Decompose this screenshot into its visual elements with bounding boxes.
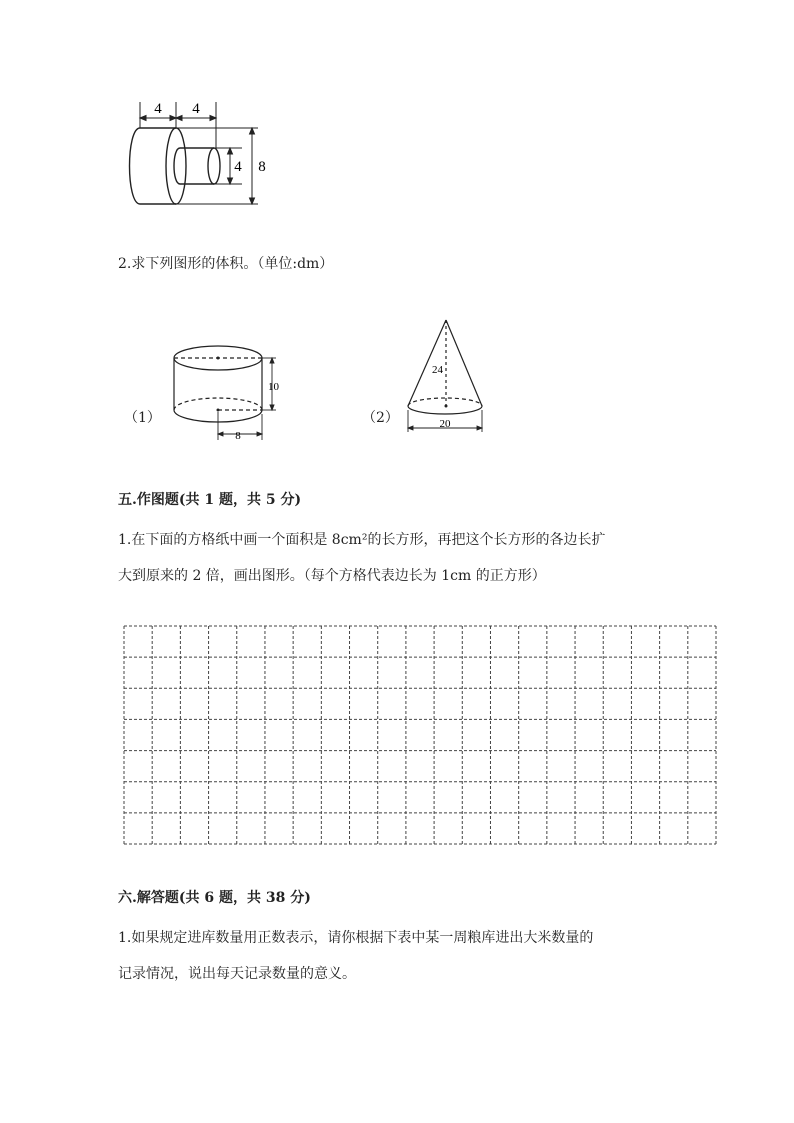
big-cylinder-front-face <box>166 128 186 204</box>
cone-base-back-arc <box>408 398 482 406</box>
section-5-heading: 五.作图题(共 1 题，共 5 分) <box>118 492 302 508</box>
cone-figure <box>402 316 488 436</box>
cylinder-radius-label: 8 <box>235 430 241 442</box>
dim-label-right: 4 <box>192 101 200 117</box>
question-2-text: 2.求下列图形的体积。（单位:dm） <box>118 256 334 272</box>
small-cylinder-front-face <box>208 148 220 184</box>
section-6-q1-line2: 记录情况，说出每天记录数量的意义。 <box>118 966 356 982</box>
section-6-q1-line1: 1.如果规定进库数量用正数表示，请你根据下表中某一周粮库进出大米数量的 <box>118 930 594 946</box>
section-6-heading: 六.解答题(共 6 题，共 38 分) <box>118 890 311 906</box>
section-5-q1-line2: 大到原来的 2 倍，画出图形。（每个方格代表边长为 1cm 的正方形） <box>118 568 546 584</box>
dim-label-outer-height: 8 <box>258 159 266 175</box>
section-5-q1-line1: 1.在下面的方格纸中画一个面积是 8cm²的长方形，再把这个长方形的各边长扩 <box>118 532 606 548</box>
figure-2-tag: （2） <box>362 410 399 426</box>
cylinder-figure <box>168 340 286 444</box>
dim-label-left: 4 <box>154 101 162 117</box>
grid-paper[interactable] <box>122 624 718 846</box>
cylinder-height-label: 10 <box>268 381 279 393</box>
cone-base-front-arc <box>408 406 482 414</box>
cylinder-bottom-back-arc <box>174 398 262 410</box>
figure-1-tag: （1） <box>124 410 161 426</box>
cone-height-label: 24 <box>432 364 443 376</box>
big-cylinder-back-arc <box>130 128 141 204</box>
stacked-cylinders-figure <box>118 96 278 212</box>
cone-diameter-label: 20 <box>439 418 451 430</box>
dim-label-inner-height: 4 <box>234 159 242 175</box>
